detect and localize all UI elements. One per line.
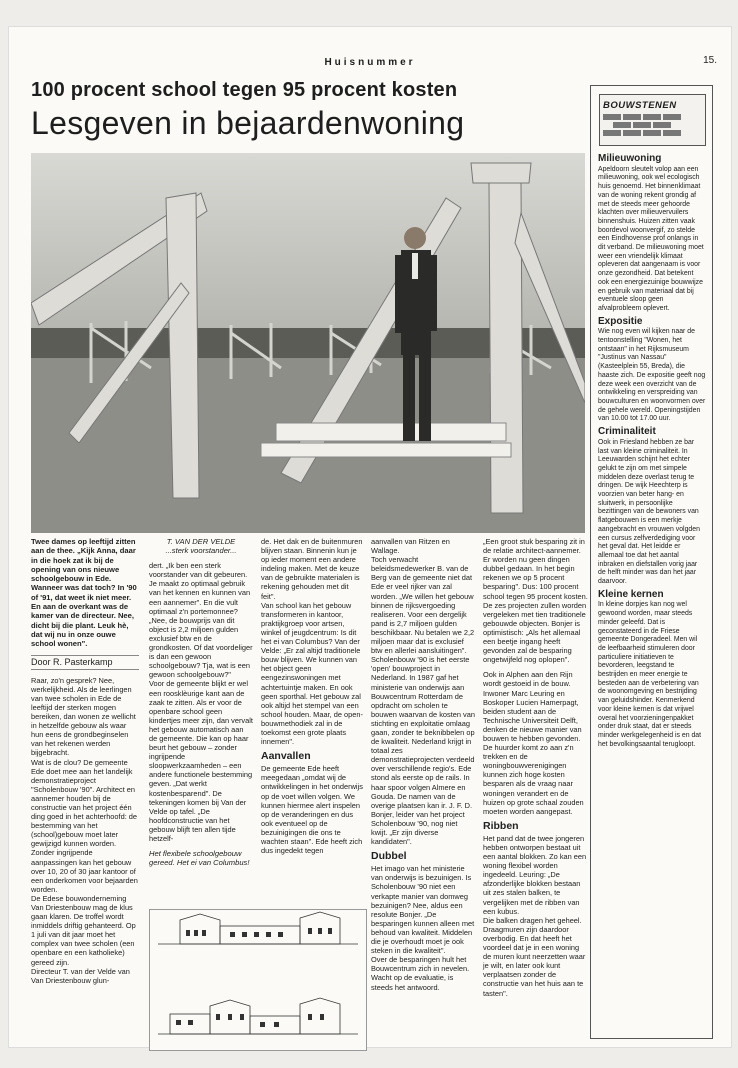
article-column-5 <box>483 537 589 1004</box>
headline-kicker: 100 procent school tegen 95 procent kosten <box>31 79 458 101</box>
architect-drawing <box>149 909 367 1051</box>
sidebar-content <box>598 152 706 753</box>
subheading-ribben: Ribben <box>483 819 519 832</box>
page-number: 15. <box>703 55 717 66</box>
article-columns <box>31 537 591 1053</box>
article-body-col3b: De gemeente Ede heeft meegedaan „omdat wij de ontwikkelingen in het onderwijs op de voet willen volgen. We kunnen hiermee alert inspelen op de veranderingen en dus ook eventueel op de bezuinigingen die ons te wachten staan". Ede heeft zich dus ingedekt tegen <box>261 764 363 856</box>
sidebar-brand-title: BOUWSTENEN <box>603 100 677 111</box>
sidebar-text-milieuwoning: Apeldoorn sleutelt volop aan een milieuwoning, ook wel ecologisch huis genoemd. Het binnenklimaat van de woning rekent grondig af met de steeds meer gehoorde klachten over milieuvervuilers binnenshuis. Huizen zitten vaak boordevol woonvergif, zo stelde een Eindhovense prof onlangs in dit verband. De milieuwoning moet weer een vriendelijk klimaat opleveren dat aangenaam is voor onze gezondheid. Dat betekent ook een energiezuinige bouwwijze en gebruik van materiaal dat bij eventuele sloop geen afvalprobleem oplevert. <box>598 165 704 312</box>
sidebar-text-criminaliteit: Ook in Friesland hebben ze bar last van kleine criminaliteit. In Leeuwarden schijnt het echter gelukt te zijn om met simpele middelen deze overlast terug te dringen. De wijk Heechterp is voorzien van beter hang- en sluitwerk, in persoonlijke bezittingen van de bewoners van flatgebouwen is een merkje aangebracht en vrouwen volgden een cursus zelfverdediging voor het geval dat. Het leidde er allemaal toe dat het aantal inbraken en diefstallen vorig jaar de helft minder was dan het jaar daarvoor. <box>598 438 700 586</box>
article-body-col1: Raar, zo'n gesprek? Nee, werkelijkheid. Als de leerlingen van twee scholen in Ede de leeftijd der sterken mogen bereiken, dan wonen ze wellicht in hetzelfde gebouw als waar hun eens de grondbeginselen van het rekenen werden bijgebracht. Wat is de clou? De gemeente Ede doet mee aan het landelijk demonstratieproject "Scholenbouw '90". Architect en aannemer houden bij de constructie van het project één ding goed in het achterhoofd: de bestemming van het (school)gebouw moet later gewijzigd kunnen worden. Zonder ingrijpende aanpassingen kan het gebouw over 10, 20 of 30 jaar kantoor of een onderkomen voor bejaarden worden. De Edese bouwonderneming Van Driestenbouw mag de klus gaan klaren. De troffel wordt inmiddels driftig gehanteerd. Op 1 juli van dit jaar moet het complex van twee scholen (een openbare en een katholieke) gereed zijn. Directeur T. van der Velde van Van Driestenbouw glun- <box>31 675 138 985</box>
sidebar-bouwstenen <box>590 85 713 1039</box>
subheading-aanvallen: Aanvallen <box>261 750 311 763</box>
subheading-dubbel: Dubbel <box>371 850 407 863</box>
article-body-col5c: Het pand dat de twee jongeren hebben ontworpen bestaat uit een aantal blokken. Zo kan een woning flexibel worden ingedeeld. Leuring: „De afzonderlijke blokken bestaan uit zes stalen balken, te vergelijken met de ribben van een kubus. Die balken dragen het geheel. Draagmuren zijn daardoor overbodig. En dat heeft het voordeel dat je in een woning de muren kunt neerzetten waar je wilt, en later ook kunt verplaatsen zonder de constructie van het huis aan te tasten". <box>483 833 587 998</box>
sidebar-heading-criminaliteit: Criminaliteit <box>598 426 656 438</box>
article-column-1 <box>31 537 139 991</box>
pull-quote: Het flexibele schoolgebouw gereed. Het ei van Columbus! <box>149 849 250 868</box>
construction-photo <box>31 153 585 533</box>
article-column-4 <box>371 537 475 998</box>
magazine-page <box>8 26 732 1048</box>
building-elevation-drawing <box>150 910 366 1050</box>
article-body-col3: de. Het dak en de buitenmuren blijven staan. Binnenin kun je op ieder moment een andere indeling maken. Met de keuze van de gebruikte materialen is rekening gehouden met dit feit". Van school kan het gebouw transformeren in kantoor, praktijkgroep voor artsen, winkel of jeugdcentrum: Is dit het ei van Columbus? Van der Velde: „Er zal altijd traditionele bouw blijven. We kunnen van het object geen eengezinswoningen met achtertuintje maken. En ook geen sporthal. Het gebouw zal ook altijd het stempel van een school houden. Maar, de open-bouwmethodiek zal in de toekomst een grote plaats innemen". <box>261 537 363 747</box>
section-header: Huisnummer <box>324 57 416 68</box>
article-column-3 <box>261 537 365 861</box>
construction-photo-illustration <box>31 153 585 533</box>
sidebar-text-kleine-kernen: In kleine dorpjes kan nog wel gewoond worden, maar steeds minder geleefd. Dat is geconstateerd in de Friese gemeente Dongeradeel. Men wil de leefbaarheid stimuleren door particuliere initiatieven te bevorderen, leegstand te bestrijden en meer energie te besteden aan de verbetering van de woonomgeving en bestrijding van geluidshinder. Kenmerkend voor kleine kernen is dat vrijwel overal het voorzieningenpakket onder druk staat, dat er steeds minder werkgelegenheid is en dat het bevolkingsaantal terugloopt. <box>598 601 702 748</box>
article-lead: Twee dames op leeftijd zitten aan de thee. „Kijk Anna, daar in die hoek zat ik bij de opening van ons nieuwe schoolgebouw in Ede. Wanneer was dat toch? In '90 of '91, dat weet ik niet meer. En aan de overkant was de kamer van de directeur. Nee, dicht bij die plant. Leuk hè, dat wij nu in onze ouwe school wonen". <box>31 537 137 649</box>
sidebar-heading-milieuwoning: Milieuwoning <box>598 153 662 164</box>
sidebar-heading-expositie: Expositie <box>598 315 643 327</box>
sidebar-text-expositie: Wie nog even wil kijken naar de tentoonstelling "Wonen, het ontstaan" in het Rijksmuseum "Justinus van Nassau" (Kasteelplein 55, Breda), die haaste zich. De expositie geeft nog deze week een overzicht van de ontwikkeling en verspreiding van bouwculturen en woonvormen over de gehele wereld. Openingstijden van 10.00 tot 17.00 uur. <box>598 328 706 423</box>
brick-pattern-icon <box>603 114 683 136</box>
article-body-col5b: Ook in Alphen aan den Rijn wordt gestoeid in de bouw. Inwoner Marc Leuring en Boskoper Lucien Hamerpagt, beiden student aan de Technische Universiteit Delft, denken de nieuwe manier van bouwen te hebben gevonden. De huurder komt zo aan z'n trekken en de woningbouwverenigingen kunnen zich hoge kosten besparen als de vraag naar woningen verandert en de huizen op grote schaal zouden moeten worden aangepast. <box>483 670 584 816</box>
article-body-col2: dert. „Ik ben een sterk voorstander van dit gebeuren. Je maakt zo optimaal gebruik van het kennen en kunnen van een aannemer". En die vult optimaal z'n portemonnee? „Nee, de bouwprijs van dit object is 2,2 miljoen gulden exclusief btw en de grondkosten. Of dat voordeliger is dan een gewoon schoolgebouw? Tja, wat is een gewoon schoolgebouw?" Voor de gemeente blijkt er wel een roosklèurige kant aan de zaak te zitten. Als er voor de openbare school geen kindertjes meer zijn, dan vervalt het gebouw automatisch aan de gemeente. Die kan op haar beurt het gebouw – zonder ingrijpende sloopwerkzaamheden – een andere functionele bestemming geven. „Dat werkt kostenbesparend". De tekeningen komen bij Van der Velde op tafel. „De hoofdconstructie van het gebouw blijft ten allen tijde hetzelf- <box>149 561 253 843</box>
article-byline: Door R. Pasterkamp <box>31 655 139 670</box>
article-body-col4: aanvallen van Ritzen en Wallage. Toch verwacht beleidsmedewerker B. van de Berg van de gemeente niet dat Ede er veel rijker van zal worden. „We willen het gebouw binnen de rijksvergoeding realiseren. Voor een dergelijk pand is 2,7 miljoen gulden beschikbaar. Nu betalen we 2,2 miljoen maar dat is exclusief btw en allerlei aansluitingen". Scholenbouw '90 is het eerste 'open' bouwproject in Nederland. In 1987 gaf het ministerie van onderwijs aan Bouwcentrum Rotterdam de opdracht om scholen te bouwen waarvan de kosten van stichting en exploitatie omlaag gaan, zonder te beknibbelen op de kwaliteit. Nederland krijgt in totaal zes demonstratieprojecten verdeeld over verschillende regio's. Ede stond als eerste op de rails. In haar spoor volgen Almere en Gouda. De namen van de overige plaatsen kan ir. J. F. D. Bonjer, leider van het project Scholenbouw '90, nog niet kwijt. „Er zijn diverse kandidaten". <box>371 537 475 847</box>
article-body-col4b: Het imago van het ministerie van onderwijs is bezuinigen. Is Scholenbouw '90 niet een verkapte manier van domweg bezuinigen? Nee, aldus een resolute Bonjer. „De besparingen kunnen alleen met behoud van kwaliteit. Middelen die je overhoudt moet je ook steken in die kwaliteit". Over de besparingen hult het Bouwcentrum zich in nevelen. Wacht op de evaluatie, is steeds het antwoord. <box>371 864 475 992</box>
photo-credit-caption: T. VAN DER VELDE ...sterk voorstander... <box>165 537 237 556</box>
sidebar-heading-kleine-kernen: Kleine kernen <box>598 588 664 600</box>
headline-title: Lesgeven in bejaardenwoning <box>31 105 465 141</box>
article-column-2 <box>149 537 253 874</box>
article-body-col5: „Een groot stuk besparing zit in de relatie architect-aannemer. Er worden nu geen dingen dubbel gedaan. In het begin rekenen we op 5 procent besparing". Dus: 100 procent school tegen 95 procent kosten. De zes projecten zullen worden vergeleken met tien traditionele gebouwde objecten. Bonjer is optimistisch: „Als het allemaal een beetje ingang heeft gevonden zal de besparing ongetwijfeld nog oplopen". <box>483 537 588 665</box>
